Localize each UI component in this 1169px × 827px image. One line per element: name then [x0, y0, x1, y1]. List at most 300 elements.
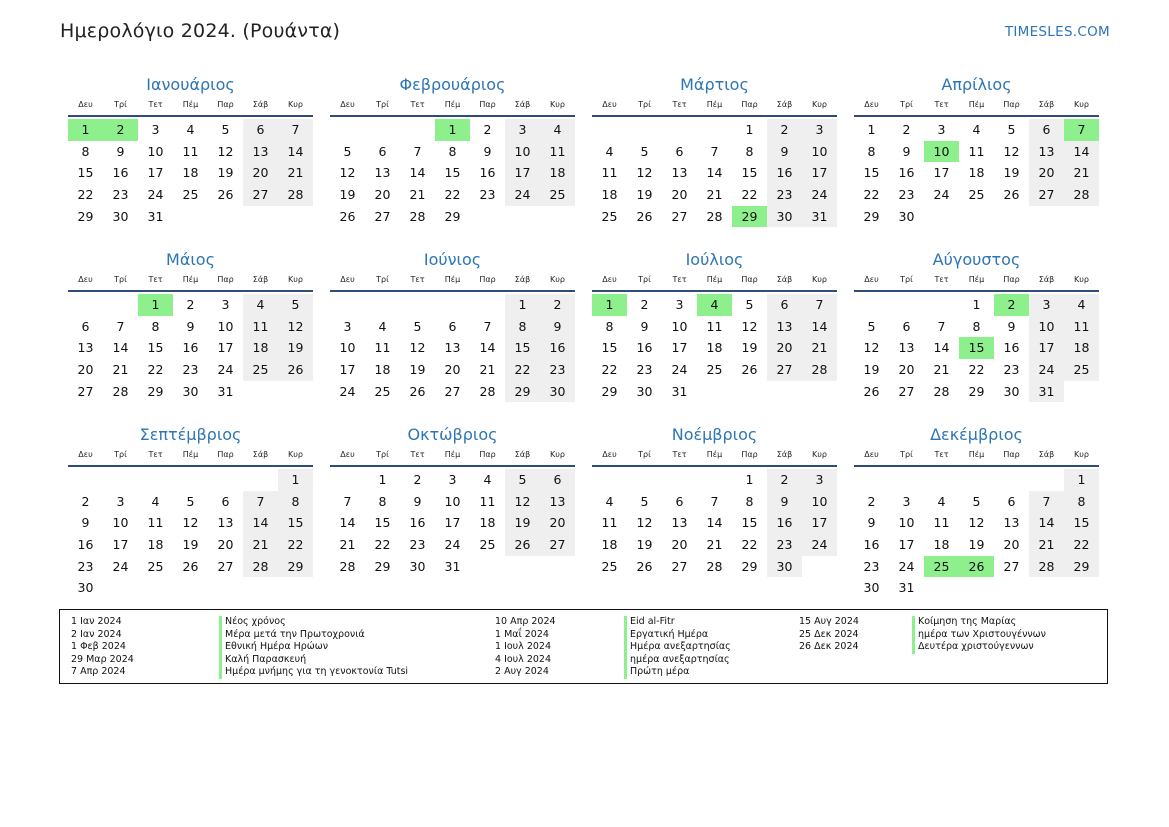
weekday-label: Σάβ: [776, 275, 793, 284]
day-grid: [330, 469, 575, 577]
weekday-label: Σάβ: [1038, 450, 1055, 459]
empty-cell: [924, 469, 959, 491]
legend-holiday-name: Πρώτη μέρα: [624, 666, 689, 679]
day-cell: 26: [1003, 187, 1020, 203]
empty-cell: [103, 469, 138, 491]
day-cell: 13: [444, 340, 461, 356]
weekday-label: Τρί: [900, 100, 913, 109]
holiday-day-cell: 25: [924, 556, 959, 578]
day-cell: 20: [898, 362, 915, 378]
day-cell: 26: [636, 208, 653, 224]
weekday-label: Σάβ: [514, 450, 531, 459]
day-cell: 27: [444, 383, 461, 399]
legend-date: 10 Απρ 2024: [495, 616, 556, 627]
month-block: [68, 424, 313, 599]
empty-cell: [854, 294, 889, 316]
day-cell: 5: [867, 318, 876, 334]
day-cell: 27: [1029, 184, 1064, 206]
day-cell: 14: [243, 512, 278, 534]
day-cell: 9: [81, 515, 90, 531]
day-cell: 19: [217, 165, 234, 181]
day-cell: 1: [378, 472, 387, 487]
day-cell: 14: [706, 515, 723, 531]
day-cell: 30: [409, 558, 426, 574]
legend-date: 15 Αυγ 2024: [799, 616, 859, 627]
month-block: [854, 249, 1099, 424]
empty-cell: [400, 294, 435, 316]
day-cell: 11: [601, 515, 618, 531]
day-cell: 3: [505, 119, 540, 141]
day-cell: 6: [378, 143, 387, 159]
weekday-label: Τρί: [900, 450, 913, 459]
day-cell: 28: [933, 383, 950, 399]
day-cell: 2: [767, 469, 802, 491]
day-cell: 25: [243, 359, 278, 381]
day-cell: 6: [675, 143, 684, 159]
day-cell: 23: [636, 362, 653, 378]
day-cell: 29: [1064, 556, 1099, 578]
weekday-label: Τετ: [410, 450, 425, 459]
empty-cell: [959, 469, 994, 491]
day-cell: 16: [77, 537, 94, 553]
empty-cell: [470, 294, 505, 316]
legend-holiday-name: Eid al-Fitr: [624, 616, 675, 629]
weekday-label: Σάβ: [514, 100, 531, 109]
day-cell: 3: [1029, 294, 1064, 316]
weekday-label: Κυρ: [550, 100, 565, 109]
day-cell: 7: [802, 294, 837, 316]
weekday-label: Δευ: [602, 450, 617, 459]
weekday-label: Τετ: [934, 450, 949, 459]
legend-date: 1 Φεβ 2024: [71, 641, 126, 653]
day-cell: 26: [409, 383, 426, 399]
day-cell: 31: [671, 383, 688, 399]
day-cell: 10: [217, 318, 234, 334]
weekday-header: [68, 273, 313, 292]
month-title: Μάιος: [166, 250, 215, 269]
day-cell: 7: [937, 318, 946, 334]
day-cell: 24: [671, 362, 688, 378]
day-cell: 20: [671, 187, 688, 203]
day-cell: 8: [745, 143, 754, 159]
day-cell: 12: [409, 340, 426, 356]
day-cell: 8: [867, 143, 876, 159]
day-cell: 11: [601, 165, 618, 181]
weekday-label: Κυρ: [1074, 450, 1089, 459]
day-cell: 15: [863, 165, 880, 181]
day-cell: 26: [278, 359, 313, 381]
day-cell: 19: [505, 512, 540, 534]
day-cell: 13: [77, 340, 94, 356]
day-cell: 19: [1003, 165, 1020, 181]
day-cell: 4: [605, 143, 614, 159]
day-cell: 29: [147, 383, 164, 399]
day-cell: 21: [409, 187, 426, 203]
month-title: Φεβρουάριος: [399, 75, 506, 94]
weekday-header: [854, 448, 1099, 467]
holiday-day-cell: 2: [103, 119, 138, 141]
day-cell: 28: [802, 359, 837, 381]
day-cell: 20: [1003, 537, 1020, 553]
day-cell: 4: [483, 472, 492, 487]
empty-cell: [68, 469, 103, 491]
weekday-label: Δευ: [864, 100, 879, 109]
month-title: Ιούνιος: [423, 250, 482, 269]
site-link[interactable]: TIMESLES.COM: [1004, 24, 1110, 40]
empty-cell: [330, 469, 365, 491]
legend-date: 1 Ιουλ 2024: [495, 641, 551, 653]
legend-holiday-name: ημέρα ανεξαρτησίας: [624, 654, 730, 667]
month-title: Σεπτέμβριος: [139, 425, 242, 444]
empty-cell: [994, 469, 1029, 491]
day-cell: 29: [968, 383, 985, 399]
day-cell: 21: [243, 534, 278, 556]
day-cell: 6: [540, 469, 575, 491]
empty-cell: [627, 469, 662, 491]
day-grid: [68, 469, 313, 599]
day-cell: 17: [933, 165, 950, 181]
day-cell: 4: [937, 493, 946, 509]
day-grid: [592, 119, 837, 227]
month-block: [68, 74, 313, 249]
day-cell: 30: [182, 383, 199, 399]
empty-cell: [365, 294, 400, 316]
day-cell: 21: [278, 162, 313, 184]
day-cell: 9: [116, 143, 125, 159]
month-block: [592, 424, 837, 599]
day-grid: [854, 119, 1099, 227]
empty-cell: [1029, 469, 1064, 491]
weekday-label: Δευ: [864, 275, 879, 284]
day-cell: 14: [1064, 141, 1099, 163]
day-cell: 8: [605, 318, 614, 334]
day-cell: 7: [116, 318, 125, 334]
legend-date: 4 Ιουλ 2024: [495, 653, 551, 665]
day-cell: 18: [479, 515, 496, 531]
day-cell: 3: [902, 493, 911, 509]
month-block: [330, 74, 575, 249]
day-cell: 31: [802, 206, 837, 228]
day-cell: 19: [182, 537, 199, 553]
day-cell: 26: [636, 558, 653, 574]
weekday-label: Τρί: [638, 450, 651, 459]
legend-holiday-name: Δευτέρα χριστούγεννων: [912, 641, 1034, 654]
day-cell: 28: [1064, 184, 1099, 206]
empty-cell: [208, 469, 243, 491]
day-cell: 24: [898, 558, 915, 574]
day-cell: 27: [671, 208, 688, 224]
month-title: Ιανουάριος: [146, 75, 235, 94]
day-cell: 30: [767, 206, 802, 228]
day-cell: 24: [505, 184, 540, 206]
month-title: Νοέμβριος: [671, 425, 758, 444]
day-cell: 5: [505, 469, 540, 491]
day-cell: 20: [374, 187, 391, 203]
day-cell: 31: [217, 383, 234, 399]
day-cell: 10: [112, 515, 129, 531]
day-cell: 4: [605, 493, 614, 509]
day-cell: 14: [706, 165, 723, 181]
day-cell: 24: [444, 537, 461, 553]
day-cell: 15: [741, 515, 758, 531]
weekday-label: Τρί: [638, 100, 651, 109]
weekday-label: Κυρ: [550, 275, 565, 284]
day-cell: 4: [1064, 294, 1099, 316]
day-cell: 11: [374, 340, 391, 356]
empty-cell: [330, 294, 365, 316]
holiday-day-cell: 26: [959, 556, 994, 578]
day-cell: 29: [863, 208, 880, 224]
day-cell: 21: [1029, 534, 1064, 556]
day-cell: 6: [221, 493, 230, 509]
day-cell: 23: [182, 362, 199, 378]
day-cell: 2: [483, 122, 492, 137]
weekday-label: Δευ: [602, 275, 617, 284]
day-cell: 18: [182, 165, 199, 181]
weekday-header: [854, 98, 1099, 117]
day-cell: 4: [972, 122, 981, 137]
empty-cell: [662, 119, 697, 141]
empty-cell: [592, 119, 627, 141]
day-cell: 20: [217, 537, 234, 553]
month-title: Ιούλιος: [685, 250, 744, 269]
day-cell: 22: [444, 187, 461, 203]
day-cell: 14: [802, 316, 837, 338]
day-cell: 29: [77, 208, 94, 224]
day-cell: 20: [767, 337, 802, 359]
day-cell: 9: [767, 141, 802, 163]
day-cell: 13: [671, 515, 688, 531]
weekday-label: Σάβ: [252, 275, 269, 284]
weekday-label: Κυρ: [288, 275, 303, 284]
weekday-label: Τετ: [672, 275, 687, 284]
day-cell: 13: [767, 316, 802, 338]
day-grid: [68, 294, 313, 402]
day-cell: 2: [186, 297, 195, 312]
holiday-day-cell: 1: [435, 119, 470, 141]
day-cell: 17: [112, 537, 129, 553]
day-cell: 30: [636, 383, 653, 399]
day-cell: 18: [1064, 337, 1099, 359]
day-cell: 16: [898, 165, 915, 181]
day-cell: 22: [77, 187, 94, 203]
day-cell: 13: [671, 165, 688, 181]
weekday-label: Τρί: [638, 275, 651, 284]
day-cell: 3: [802, 469, 837, 491]
day-cell: 23: [767, 184, 802, 206]
legend-holiday-name: Νέος χρόνος: [219, 616, 286, 629]
weekday-label: Τρί: [376, 275, 389, 284]
day-grid: [330, 119, 575, 227]
month-title: Δεκέμβριος: [930, 425, 1023, 444]
day-cell: 22: [505, 359, 540, 381]
empty-cell: [697, 469, 732, 491]
day-cell: 18: [374, 362, 391, 378]
day-cell: 28: [706, 208, 723, 224]
day-cell: 23: [77, 558, 94, 574]
weekday-label: Σάβ: [776, 100, 793, 109]
weekday-label: Παρ: [217, 450, 234, 459]
day-cell: 26: [505, 534, 540, 556]
day-cell: 20: [77, 362, 94, 378]
weekday-label: Πέμ: [444, 275, 461, 284]
day-cell: 13: [1003, 515, 1020, 531]
day-cell: 10: [505, 141, 540, 163]
day-grid: [592, 294, 837, 402]
day-cell: 12: [217, 143, 234, 159]
weekday-label: Τετ: [410, 100, 425, 109]
day-cell: 19: [741, 340, 758, 356]
day-cell: 9: [1007, 318, 1016, 334]
day-cell: 16: [409, 515, 426, 531]
day-cell: 30: [540, 381, 575, 403]
day-cell: 1: [1064, 469, 1099, 491]
day-cell: 18: [968, 165, 985, 181]
day-cell: 2: [540, 294, 575, 316]
day-cell: 5: [413, 318, 422, 334]
weekday-label: Κυρ: [288, 100, 303, 109]
weekday-label: Δευ: [340, 100, 355, 109]
weekday-label: Τρί: [376, 450, 389, 459]
empty-cell: [173, 469, 208, 491]
weekday-label: Παρ: [217, 100, 234, 109]
weekday-label: Κυρ: [812, 100, 827, 109]
day-cell: 11: [540, 141, 575, 163]
day-cell: 16: [479, 165, 496, 181]
day-cell: 27: [767, 359, 802, 381]
day-cell: 22: [1064, 534, 1099, 556]
day-cell: 6: [448, 318, 457, 334]
day-cell: 30: [898, 208, 915, 224]
day-cell: 20: [243, 162, 278, 184]
weekday-header: [854, 273, 1099, 292]
day-cell: 28: [278, 184, 313, 206]
weekday-header: [68, 98, 313, 117]
day-cell: 1: [745, 122, 754, 137]
holiday-day-cell: 4: [697, 294, 732, 316]
weekday-label: Παρ: [741, 275, 758, 284]
day-cell: 1: [745, 472, 754, 487]
legend-date: 7 Απρ 2024: [71, 666, 126, 678]
day-cell: 6: [767, 294, 802, 316]
day-cell: 25: [601, 208, 618, 224]
day-cell: 4: [378, 318, 387, 334]
day-cell: 19: [409, 362, 426, 378]
weekday-label: Τετ: [148, 450, 163, 459]
day-cell: 27: [374, 208, 391, 224]
weekday-label: Κυρ: [1074, 100, 1089, 109]
day-cell: 25: [968, 187, 985, 203]
empty-cell: [103, 294, 138, 316]
holiday-day-cell: 1: [592, 294, 627, 316]
day-cell: 14: [479, 340, 496, 356]
day-cell: 18: [540, 162, 575, 184]
day-cell: 11: [706, 318, 723, 334]
day-cell: 12: [339, 165, 356, 181]
weekday-label: Κυρ: [812, 450, 827, 459]
weekday-label: Παρ: [1003, 100, 1020, 109]
day-cell: 3: [343, 318, 352, 334]
legend-date: 1 Ιαν 2024: [71, 616, 122, 627]
day-cell: 3: [675, 297, 684, 312]
month-title: Αύγουστος: [932, 250, 1021, 269]
weekday-label: Παρ: [217, 275, 234, 284]
weekday-label: Τρί: [114, 450, 127, 459]
empty-cell: [243, 469, 278, 491]
weekday-label: Πέμ: [706, 450, 723, 459]
day-cell: 12: [636, 165, 653, 181]
day-cell: 10: [671, 318, 688, 334]
day-cell: 22: [741, 537, 758, 553]
day-cell: 14: [1029, 512, 1064, 534]
day-cell: 3: [116, 493, 125, 509]
day-cell: 6: [81, 318, 90, 334]
day-cell: 7: [710, 143, 719, 159]
day-cell: 4: [540, 119, 575, 141]
day-cell: 27: [540, 534, 575, 556]
page-title: Ημερολόγιο 2024. (Ρουάντα): [60, 20, 341, 42]
weekday-label: Πέμ: [182, 275, 199, 284]
weekday-header: [330, 98, 575, 117]
day-cell: 27: [77, 383, 94, 399]
day-cell: 22: [968, 362, 985, 378]
day-cell: 28: [1029, 556, 1064, 578]
day-cell: 26: [339, 208, 356, 224]
legend-holiday-name: Κοίμηση της Μαρίας: [912, 616, 1016, 629]
day-cell: 19: [339, 187, 356, 203]
day-cell: 5: [745, 297, 754, 312]
day-cell: 16: [636, 340, 653, 356]
day-cell: 29: [601, 383, 618, 399]
day-cell: 23: [898, 187, 915, 203]
day-cell: 30: [112, 208, 129, 224]
day-cell: 26: [182, 558, 199, 574]
weekday-header: [330, 273, 575, 292]
day-cell: 23: [863, 558, 880, 574]
day-cell: 10: [802, 141, 837, 163]
day-cell: 12: [182, 515, 199, 531]
day-cell: 9: [413, 493, 422, 509]
day-cell: 24: [802, 184, 837, 206]
weekday-label: Κυρ: [288, 450, 303, 459]
day-cell: 26: [217, 187, 234, 203]
day-cell: 24: [1029, 359, 1064, 381]
day-cell: 25: [182, 187, 199, 203]
day-cell: 15: [505, 337, 540, 359]
day-cell: 8: [151, 318, 160, 334]
day-cell: 24: [933, 187, 950, 203]
day-cell: 22: [601, 362, 618, 378]
day-cell: 30: [1003, 383, 1020, 399]
weekday-label: Πέμ: [444, 450, 461, 459]
weekday-label: Δευ: [78, 450, 93, 459]
day-cell: 16: [767, 162, 802, 184]
day-cell: 11: [243, 316, 278, 338]
day-cell: 25: [706, 362, 723, 378]
day-cell: 19: [636, 537, 653, 553]
month-title: Οκτώβριος: [407, 425, 498, 444]
day-cell: 22: [278, 534, 313, 556]
day-cell: 5: [221, 122, 230, 137]
empty-cell: [68, 294, 103, 316]
weekday-label: Σάβ: [252, 450, 269, 459]
weekday-label: Τρί: [376, 100, 389, 109]
day-cell: 18: [933, 537, 950, 553]
day-cell: 26: [863, 383, 880, 399]
day-cell: 1: [505, 294, 540, 316]
day-cell: 16: [540, 337, 575, 359]
day-cell: 15: [374, 515, 391, 531]
